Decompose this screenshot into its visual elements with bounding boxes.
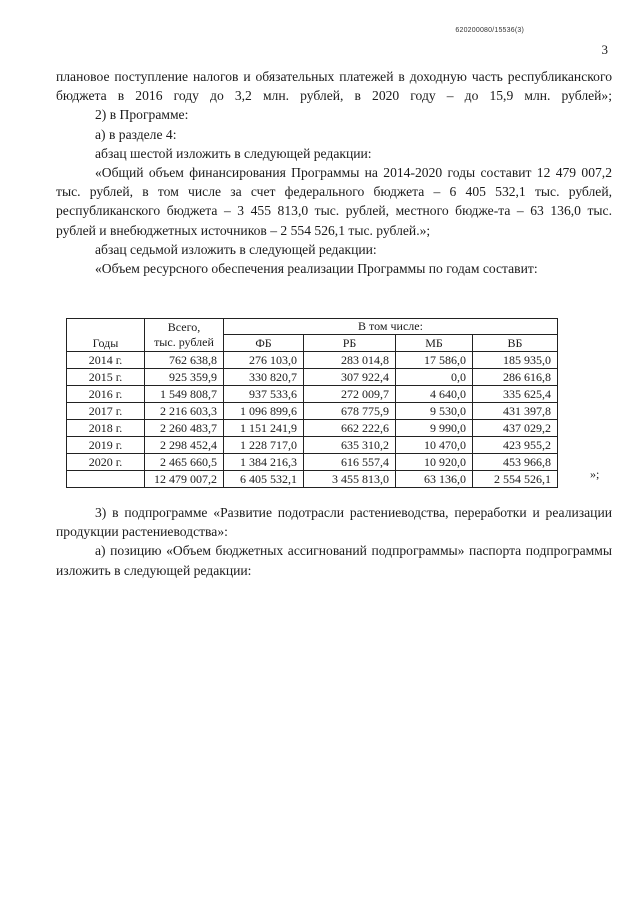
cell-total: 2 260 483,7 xyxy=(145,420,224,437)
cell-rb: 3 455 813,0 xyxy=(304,471,396,488)
cell-year xyxy=(67,471,145,488)
cell-vb: 453 966,8 xyxy=(473,454,558,471)
cell-vb: 286 616,8 xyxy=(473,369,558,386)
cell-year: 2015 г. xyxy=(67,369,145,386)
cell-year: 2017 г. xyxy=(67,403,145,420)
cell-fb: 330 820,7 xyxy=(224,369,304,386)
paragraph: а) в разделе 4: xyxy=(95,126,177,142)
cell-vb: 185 935,0 xyxy=(473,352,558,369)
cell-fb: 6 405 532,1 xyxy=(224,471,304,488)
table-row xyxy=(67,352,558,369)
cell-rb: 272 009,7 xyxy=(304,386,396,403)
header-fb: ФБ xyxy=(224,335,304,352)
header-total-line1: Всего, xyxy=(167,320,201,334)
cell-total: 1 549 808,7 xyxy=(145,386,224,403)
paragraph: 3) в подпрограмме «Развитие подотрасли растениеводства, переработки и реализации продукции растениеводства»: xyxy=(56,505,612,540)
cell-vb: 423 955,2 xyxy=(473,437,558,454)
body-text-top xyxy=(56,67,612,278)
table-row xyxy=(67,369,558,386)
cell-mb: 0,0 xyxy=(396,369,473,386)
document-code: 620200080/15536(3) xyxy=(455,27,524,34)
cell-year: 2018 г. xyxy=(67,420,145,437)
cell-rb: 616 557,4 xyxy=(304,454,396,471)
cell-year: 2016 г. xyxy=(67,386,145,403)
cell-mb: 63 136,0 xyxy=(396,471,473,488)
totals-row xyxy=(67,471,558,488)
cell-rb: 307 922,4 xyxy=(304,369,396,386)
cell-mb: 9 990,0 xyxy=(396,420,473,437)
paragraph: абзац седьмой изложить в следующей редакции: xyxy=(95,241,377,257)
cell-total: 12 479 007,2 xyxy=(145,471,224,488)
cell-rb: 283 014,8 xyxy=(304,352,396,369)
funding-table-wrapper xyxy=(66,318,558,488)
table-row xyxy=(67,437,558,454)
header-mb: МБ xyxy=(396,335,473,352)
cell-mb: 9 530,0 xyxy=(396,403,473,420)
cell-total: 925 359,9 xyxy=(145,369,224,386)
cell-year: 2020 г. xyxy=(67,454,145,471)
cell-year: 2019 г. xyxy=(67,437,145,454)
body-text-bottom xyxy=(56,503,612,580)
cell-mb: 17 586,0 xyxy=(396,352,473,369)
paragraph: 2) в Программе: xyxy=(95,107,189,123)
cell-fb: 276 103,0 xyxy=(224,352,304,369)
table-row xyxy=(67,454,558,471)
cell-rb: 662 222,6 xyxy=(304,420,396,437)
paragraph: «Объем ресурсного обеспечения реализации Программы по годам составит: xyxy=(95,261,538,277)
paragraph: а) позицию «Объем бюджетных ассигнований подпрограммы» паспорта подпрограммы изложить в следующей редакции: xyxy=(56,543,612,578)
cell-mb: 4 640,0 xyxy=(396,386,473,403)
header-total-line2: тыс. рублей xyxy=(154,335,214,349)
header-years: Годы xyxy=(67,319,145,352)
cell-fb: 1 228 717,0 xyxy=(224,437,304,454)
header-rb: РБ xyxy=(304,335,396,352)
cell-total: 2 465 660,5 xyxy=(145,454,224,471)
cell-vb: 431 397,8 xyxy=(473,403,558,420)
header-vb: ВБ xyxy=(473,335,558,352)
cell-total: 762 638,8 xyxy=(145,352,224,369)
table-closing-quote: »; xyxy=(590,467,600,481)
cell-rb: 678 775,9 xyxy=(304,403,396,420)
cell-mb: 10 470,0 xyxy=(396,437,473,454)
table-row xyxy=(67,420,558,437)
cell-vb: 437 029,2 xyxy=(473,420,558,437)
cell-fb: 1 151 241,9 xyxy=(224,420,304,437)
cell-total: 2 298 452,4 xyxy=(145,437,224,454)
cell-fb: 1 096 899,6 xyxy=(224,403,304,420)
table-row xyxy=(67,403,558,420)
cell-vb: 335 625,4 xyxy=(473,386,558,403)
paragraph: плановое поступление налогов и обязательных платежей в доходную часть республиканского бюджета в 2016 году до 3,2 млн. рублей, в 2020 году – до 15,9 млн. рублей»; xyxy=(56,69,612,104)
cell-mb: 10 920,0 xyxy=(396,454,473,471)
cell-fb: 937 533,6 xyxy=(224,386,304,403)
cell-total: 2 216 603,3 xyxy=(145,403,224,420)
cell-rb: 635 310,2 xyxy=(304,437,396,454)
header-total xyxy=(145,319,224,352)
table-row xyxy=(67,386,558,403)
funding-table xyxy=(66,318,558,488)
cell-fb: 1 384 216,3 xyxy=(224,454,304,471)
header-including: В том числе: xyxy=(224,319,558,335)
paragraph: «Общий объем финансирования Программы на 2014-2020 годы составит 12 479 007,2 тыс. рублей, в том числе за счет федерального бюджета – 6 405 532,1 тыс. рублей, республиканского бюджета – 3 455 813,0 тыс. рублей, местного бюдже-та – 63 136,0 тыс. рублей и внебюджетных источников – 2 554 526,1 тыс. рублей.»; xyxy=(56,165,612,238)
page-number: 3 xyxy=(601,42,608,57)
cell-vb: 2 554 526,1 xyxy=(473,471,558,488)
cell-year: 2014 г. xyxy=(67,352,145,369)
paragraph: абзац шестой изложить в следующей редакции: xyxy=(95,145,372,161)
